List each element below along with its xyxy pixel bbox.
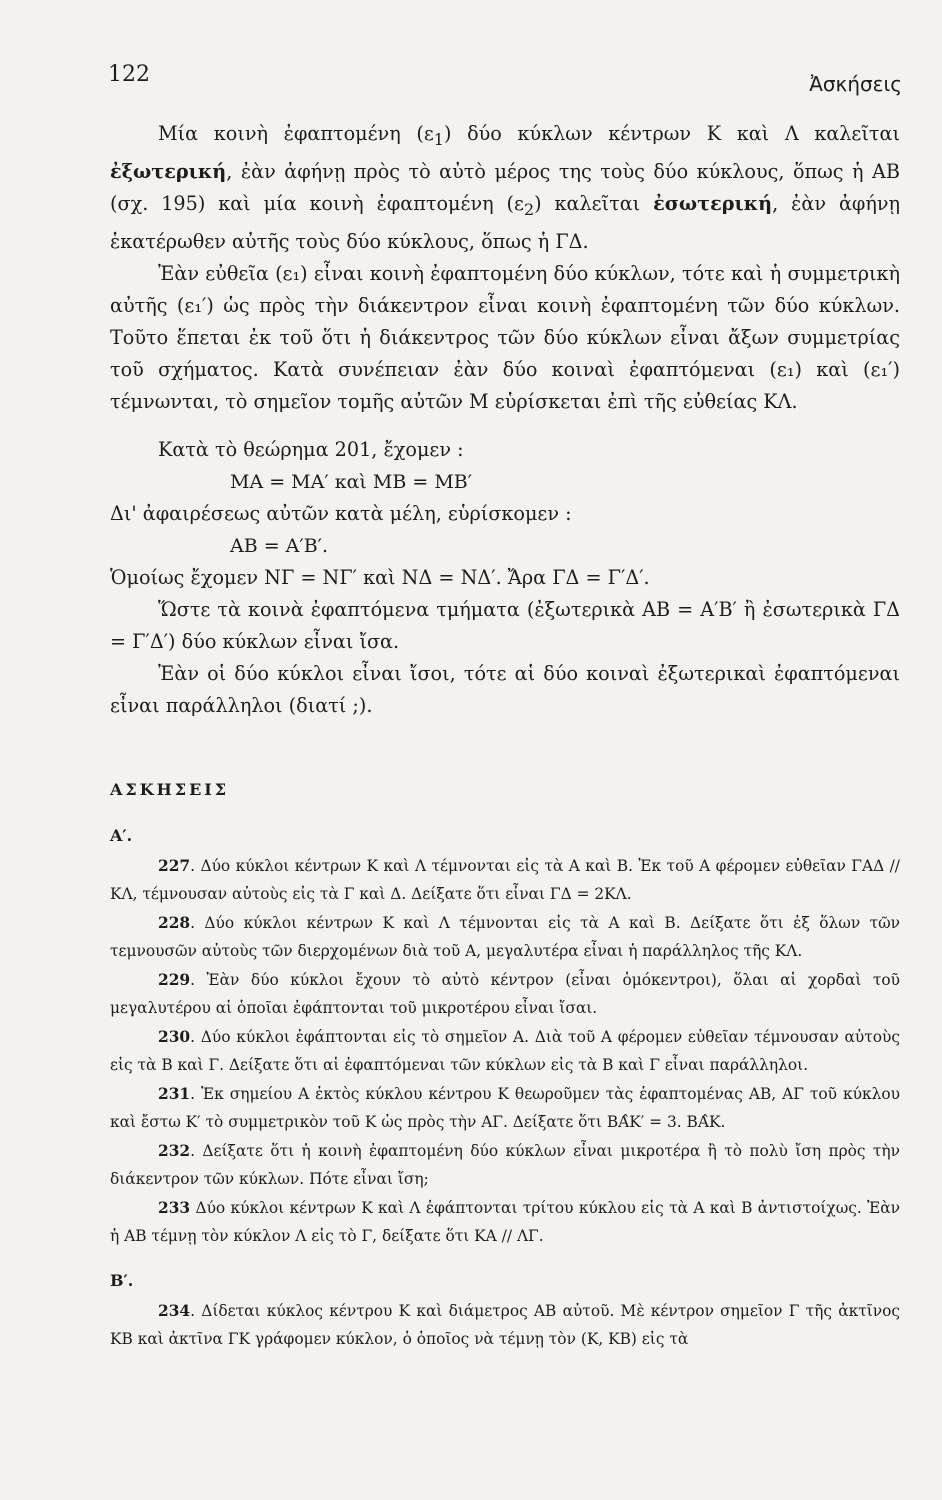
paragraph-definition: Μία κοινὴ ἐφαπτομένη $(\varepsilon_1)$ δύο κύκλων κέντρων Κ καὶ Λ καλεῖται ἐξωτερική, ἐὰν ἀφήνῃ πρὸς τὸ αὐτὸ μέρος της τοὺς δύο κύκλους, ὅπως ἡ ΑΒ (σχ. 195) καὶ μία κοινὴ ἐφαπτομένη $(\varepsilon_2)$ καλεῖται ἐσωτερική, ἐὰν ἀφήνῃ ἑκατέρωθεν αὐτῆς τοὺς δύο κύκλους, ὅπως ἡ ΓΔ.	[110, 122, 901, 253]
paragraph-conclusion: Ὥστε τὰ κοινὰ ἐφαπτόμενα τμήματα (ἐξωτερικὰ ΑΒ = Α′Β′ ἢ ἐσωτερικὰ ΓΔ = Γ′Δ′) δύο κύκλων εἶναι ἴσα.	[110, 597, 900, 653]
exercise-232: 232. Δείξατε ὅτι ἡ κοινὴ ἐφαπτομένη δύο κύκλων εἶναι μικροτέρα ἢ τὸ πολὺ ἴση πρὸς τὴν διάκεντρον τῶν κύκλων. Πότε εἶναι ἴση;	[110, 1141, 900, 1189]
term-esoteriki: ἐσωτερική	[653, 191, 773, 215]
paragraph-symmetry: Ἐὰν εὐθεῖα (ε₁) εἶναι κοινὴ ἐφαπτομένη δύο κύκλων, τότε καὶ ἡ συμμετρικὴ αὐτῆς (ε₁′) ὡς πρὸς τὴν διάκεντρον εἶναι κοινὴ ἐφαπτομένη τῶν δύο κύκλων. Τοῦτο ἕπεται ἐκ τοῦ ὅτι ἡ διάκεντρος τῶν δύο κύκλων εἶναι ἄξων συμμετρίας τοῦ σχήματος. Κατὰ συνέπειαν ἐὰν δύο κοιναὶ ἐφαπτόμεναι (ε₁) καὶ (ε₁′) τέμνωνται, τὸ σημεῖον τομῆς αὐτῶν Μ εὑρίσκεται ἐπὶ τῆς εὐθείας ΚΛ.	[110, 261, 900, 413]
formula-ma-mb: ΜΑ = ΜΑ′ καὶ ΜΒ = ΜΒ′	[230, 470, 473, 493]
exercise-233: 233 Δύο κύκλοι κέντρων Κ καὶ Λ ἐφάπτονται τρίτου κύκλου εἰς τὰ Α καὶ Β ἀντιστοίχως. Ἐὰν ἡ ΑΒ τέμνῃ τὸν κύκλον Λ εἰς τὸ Γ, δείξατε ὅτι ΚΑ // ΛΓ.	[110, 1198, 900, 1246]
exercise-229: 229. Ἐὰν δύο κύκλοι ἔχουν τὸ αὐτὸ κέντρον (εἶναι ὁμόκεντροι), ὅλαι αἱ χορδαὶ τοῦ μεγαλυτέρου αἱ ὁποῖαι ἐφάπτονται τοῦ μικροτέρου εἶναι ἴσαι.	[110, 970, 900, 1018]
exercise-list-b	[110, 1297, 900, 1354]
paragraph-similarly: Ὁμοίως ἔχομεν ΝΓ = ΝΓ′ καὶ ΝΔ = ΝΔ′. Ἄρα ΓΔ = Γ′Δ′.	[110, 565, 650, 589]
exercise-231: 231. Ἐκ σημείου Α ἐκτὸς κύκλου κέντρου Κ θεωροῦμεν τὰς ἐφαπτομένας ΑΒ, ΑΓ τοῦ κύκλου καὶ ἔστω Κ′ τὸ συμμετρικὸν τοῦ Κ ὡς πρὸς τὴν ΑΓ. Δείξατε ὅτι ΒΑ̂Κ′ = 3. ΒΑ̂Κ.	[110, 1084, 900, 1132]
exercises-title: ΑΣΚΗΣΕΙΣ	[110, 779, 230, 799]
exercise-list-a	[110, 852, 900, 1251]
formula-ab: ΑΒ = Α′Β′.	[230, 534, 329, 557]
page-number: 122	[108, 62, 150, 87]
term-exoteriki: ἐξωτερική	[110, 159, 227, 183]
running-title: Ἀσκήσεις	[809, 72, 902, 96]
exercise-234: 234. Δίδεται κύκλος κέντρου Κ καὶ διάμετρος ΑΒ αὐτοῦ. Μὲ κέντρον σημεῖον Γ τῆς ἀκτῖνος ΚΒ καὶ ἀκτῖνα ΓΚ γράφομεν κύκλον, ὁ ὁποῖος νὰ τέμνῃ τὸν (Κ, ΚΒ) εἰς τὰ	[110, 1301, 900, 1349]
exercise-228: 228. Δύο κύκλοι κέντρων Κ καὶ Λ τέμνονται εἰς τὰ Α καὶ Β. Δείξατε ὅτι ἐξ ὅλων τῶν τεμνουσῶν αὐτοὺς τῶν διερχομένων διὰ τοῦ Α, μεγαλυτέρα εἶναι ἡ παράλληλος τῆς ΚΛ.	[110, 913, 900, 961]
paragraph-theorem: Κατὰ τὸ θεώρημα 201, ἔχομεν :	[158, 437, 464, 461]
paragraph-subtraction: Δι' ἀφαιρέσεως αὐτῶν κατὰ μέλη, εὑρίσκομεν :	[110, 501, 572, 525]
section-a-heading: Α′.	[110, 825, 133, 845]
exercise-230: 230. Δύο κύκλοι ἐφάπτονται εἰς τὸ σημεῖον Α. Διὰ τοῦ Α φέρομεν εὐθεῖαν τέμνουσαν αὐτοὺς εἰς τὰ Β καὶ Γ. Δείξατε ὅτι αἱ ἐφαπτόμεναι τῶν κύκλων εἰς τὰ Β καὶ Γ εἶναι παράλληλοι.	[110, 1027, 900, 1075]
main-text	[110, 118, 900, 1354]
section-b-heading: Β′.	[110, 1270, 134, 1290]
exercise-227: 227. Δύο κύκλοι κέντρων Κ καὶ Λ τέμνονται εἰς τὰ Α καὶ Β. Ἐκ τοῦ Α φέρομεν εὐθεῖαν ΓΑΔ // ΚΛ, τέμνουσαν αὐτοὺς εἰς τὰ Γ καὶ Δ. Δείξατε ὅτι εἶναι ΓΔ = 2ΚΛ.	[110, 856, 900, 904]
paragraph-parallel: Ἐὰν οἱ δύο κύκλοι εἶναι ἴσοι, τότε αἱ δύο κοιναὶ ἐξωτερικαὶ ἐφαπτόμεναι εἶναι παράλληλοι (διατί ;).	[110, 661, 900, 717]
